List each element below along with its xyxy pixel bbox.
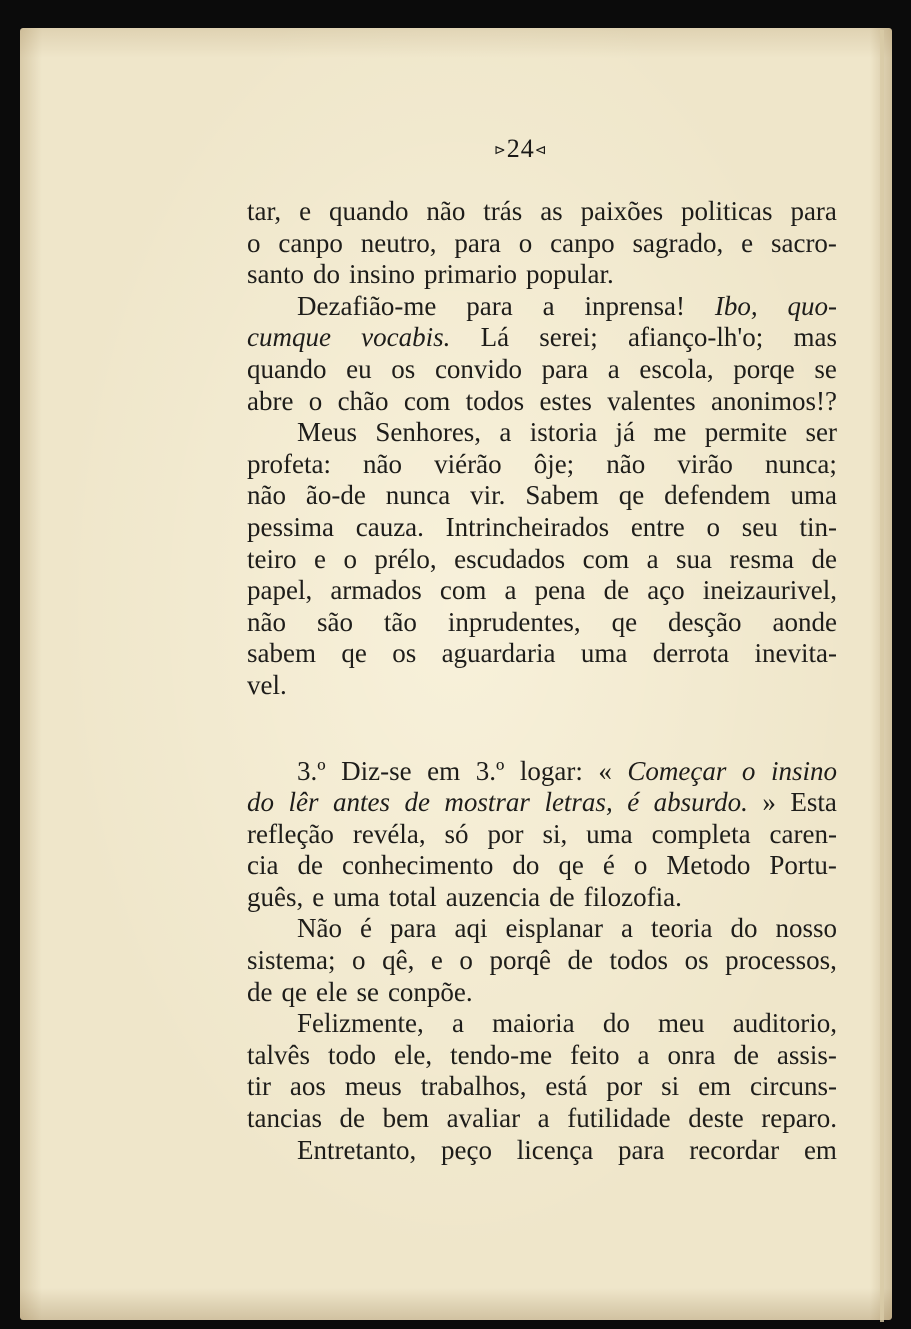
word: uma [580,638,628,669]
word: trabalhos, [420,1071,527,1102]
page-edge [880,30,884,1322]
word: e [313,543,326,574]
word: e [741,227,754,258]
word: quo- [787,290,837,321]
word: letras, [544,787,613,818]
word: Portu- [769,850,837,881]
word: Ibo, [714,290,758,321]
word: futilidade [567,1103,671,1134]
paragraph-gap [247,702,837,756]
word: uma [333,881,380,912]
text-line [247,544,837,576]
word: todo [327,1039,376,1070]
word: Sabem [525,480,599,511]
word: si, [542,818,568,849]
word: a [537,1103,550,1134]
text-line [247,1040,837,1072]
word: feito [570,1039,620,1070]
word: avaliar [446,1103,521,1134]
word: caren- [769,818,837,849]
word: conhecimento [341,850,494,881]
word: já [615,417,636,448]
word: inprudentes, [447,606,581,637]
word: Entretanto, [297,1134,417,1165]
word: total [388,881,437,912]
word: todos [609,945,669,976]
word: Esta [790,787,837,818]
word: afianço-lh'o; [627,322,764,353]
word: de [339,1103,366,1134]
word: a [646,543,659,574]
word: do [512,850,540,881]
text-line [247,819,837,851]
word: a [620,913,633,944]
word: Diz-se [341,755,412,786]
word: completa [651,818,751,849]
word: nunca; [764,448,837,479]
text-line [247,512,837,544]
word: qe [281,976,307,1007]
word: ineizaurivel, [702,575,837,606]
word: resma [729,543,794,574]
word: tin- [799,511,837,542]
word: o [518,227,533,258]
word: logar: [519,755,583,786]
text-line [247,977,837,1009]
word: absurdo. [653,787,748,818]
word: « [598,755,612,786]
word: por [606,1071,643,1102]
word: me [653,417,687,448]
word: deste [688,1103,744,1134]
word: reparo. [761,1103,837,1134]
word: porqe [733,353,795,384]
word: Não [297,913,342,944]
word: para [790,196,837,226]
word: Começar [627,755,727,786]
word: tar, [247,196,282,226]
word: insino [349,259,416,290]
word: o [308,385,323,416]
word: o [459,945,473,976]
word: qê, [382,945,415,976]
word: de [549,881,575,912]
word: não [426,196,466,226]
word: circuns- [749,1071,837,1102]
word: está [545,1071,588,1102]
word: filozofia. [583,881,682,912]
word: e [430,945,443,976]
word: a [451,1008,464,1039]
word: de [297,850,323,881]
word: teoria [650,913,713,944]
word: serei; [539,322,598,353]
word: desção [668,606,742,637]
word: ele [315,976,348,1007]
word: quando [328,196,409,226]
word: e [312,881,325,912]
text-line [247,480,837,512]
word: uma [790,480,837,511]
word: não [247,480,286,511]
text-line [247,787,837,819]
word: pena [534,575,586,606]
word: aguardaria [441,638,556,669]
word: talvês [247,1039,310,1070]
word: papel, [247,575,313,606]
text-line [247,913,837,945]
text-line [247,417,837,449]
word: valentes [607,385,696,416]
word: por [487,818,524,849]
word: quando [247,353,327,384]
word: antes [332,787,390,818]
word: paixões [580,196,664,226]
word: é [627,787,640,818]
word: Metodo [666,850,751,881]
word: para [541,353,589,384]
word: qe [558,850,584,881]
ornament-right-icon: ⊲ [534,143,548,159]
word: os [392,638,417,669]
word: cauza. [355,511,424,542]
word: para [617,1134,665,1165]
word: auditorio, [732,1008,837,1039]
word: aonde [772,606,837,637]
word: inprensa! [584,290,685,321]
word: o [343,543,357,574]
word: Dezafião-me [297,290,437,321]
word: todos [465,385,525,416]
word: são [316,606,353,637]
text-line [247,259,837,291]
word: para [454,227,501,258]
word: as [540,196,563,226]
word: é [360,913,372,944]
word: para [466,290,513,321]
page-number [494,134,547,164]
word: armados [330,575,422,606]
word: mostrar [444,787,530,818]
word: a [607,353,620,384]
word: licença [516,1134,594,1165]
word: ele, [393,1039,433,1070]
word: meus [344,1071,402,1102]
word: vel. [247,669,287,700]
word: qe [611,606,638,637]
word: tendo-me [450,1039,553,1070]
body-text [247,196,837,1166]
word: Lá [480,322,510,353]
word: estes [539,385,592,416]
word: mas [793,322,837,353]
word: o [352,945,366,976]
word: teiro [247,543,297,574]
word: cia [247,850,279,881]
word: para [390,913,437,944]
word: virão [677,448,733,479]
word: de [811,543,837,574]
word: aos [289,1071,326,1102]
word: insino [770,755,837,786]
text-line [247,291,837,323]
word: 3.º [475,755,505,786]
ornament-left-icon: ⊳ [494,143,507,159]
text-line [247,638,837,670]
word: do [247,787,274,818]
word: conpõe. [387,976,473,1007]
text-line [247,386,837,418]
word: não [247,606,286,637]
word: os [684,945,709,976]
word: Meus [297,417,357,448]
word: uma [586,818,633,849]
word: tir [247,1071,271,1102]
word: e [299,196,312,226]
word: de [247,976,273,1007]
word: seu [741,511,778,542]
text-line [247,196,837,228]
word: canpo [550,227,615,258]
word: auzencia [445,881,541,912]
word: santo [247,259,304,290]
word: revéla, [352,818,426,849]
text-line [247,607,837,639]
word: processos, [725,945,837,976]
text-line [247,1008,837,1040]
word: tancias [247,1103,322,1134]
text-line [247,322,837,354]
word: prélo, [374,543,437,574]
word: inevita- [754,638,837,669]
word: qe [618,480,645,511]
word: maioria [492,1008,575,1039]
word: » [762,787,776,818]
word: primario [424,259,517,290]
word: eu [346,353,372,384]
word: cumque [247,322,331,353]
word: do [313,259,340,290]
word: anonimos!? [710,385,837,416]
word: a [542,290,555,321]
word: refleção [247,818,334,849]
word: politicas [681,196,773,226]
page-number-value: 24 [506,134,535,163]
word: aqi [454,913,488,944]
word: com [439,575,487,606]
word: trás [483,196,523,226]
word: de [404,787,430,818]
word: pessima [247,511,334,542]
word: Senhores, [375,417,482,448]
word: só [444,818,469,849]
word: do [730,913,758,944]
word: sagrado, [632,227,724,258]
word: meu [658,1008,705,1039]
word: em [803,1134,837,1165]
word: nunca [385,480,451,511]
word: sabem [247,638,316,669]
word: guês, [247,881,304,912]
word: com [403,385,451,416]
word: vir. [470,480,506,511]
text-line [247,756,837,788]
word: tão [383,606,417,637]
word: canpo [278,227,343,258]
word: sacro- [770,227,837,258]
word: recordar [689,1134,780,1165]
word: assis- [776,1039,837,1070]
word: qe [341,638,367,669]
word: sua [676,543,713,574]
word: convido [434,353,522,384]
text-line [247,1103,837,1135]
word: porqê [489,945,551,976]
word: a [504,575,517,606]
word: em [427,755,461,786]
text-line [247,670,837,702]
word: com [582,543,630,574]
word: a [637,1039,650,1070]
text-line [247,882,837,914]
word: permite [704,417,788,448]
word: profeta: [247,448,331,479]
word: abre [247,385,294,416]
word: o [247,227,261,258]
word: onra [667,1039,716,1070]
word: se [814,353,837,384]
word: Intrincheirados [445,511,610,542]
word: do [602,1008,630,1039]
word: o [706,511,721,542]
text-line [247,850,837,882]
text-line [247,449,837,481]
text-line [247,354,837,386]
word: aço [647,575,685,606]
word: se [356,976,379,1007]
word: ser [805,417,837,448]
word: lêr [288,787,319,818]
word: viérão [434,448,502,479]
text-line [247,228,837,260]
word: o [741,755,756,786]
text-line [247,1071,837,1103]
word: a [499,417,512,448]
word: eisplanar [505,913,603,944]
word: sistema; [247,945,336,976]
word: o [633,850,648,881]
word: ôje; [533,448,575,479]
word: istoria [529,417,598,448]
word: escudados [454,543,566,574]
word: ão-de [305,480,366,511]
word: Felizmente, [297,1008,424,1039]
word: chão [337,385,389,416]
word: si [661,1071,680,1102]
word: nosso [775,913,837,944]
word: derrota [652,638,730,669]
word: de [567,945,593,976]
text-line [247,945,837,977]
word: popular. [526,259,614,290]
word: 3.º [297,755,326,786]
text-line [247,1135,837,1167]
word: em [698,1071,732,1102]
word: de [733,1039,759,1070]
word: escola, [639,353,714,384]
word: bem [382,1103,430,1134]
word: peço [441,1134,492,1165]
word: é [602,850,615,881]
word: neutro, [360,227,437,258]
word: vocabis. [361,322,451,353]
word: entre [630,511,685,542]
text-line [247,575,837,607]
word: não [363,448,403,479]
word: de [603,575,630,606]
word: defendem [664,480,771,511]
word: não [606,448,646,479]
word: os [391,353,416,384]
